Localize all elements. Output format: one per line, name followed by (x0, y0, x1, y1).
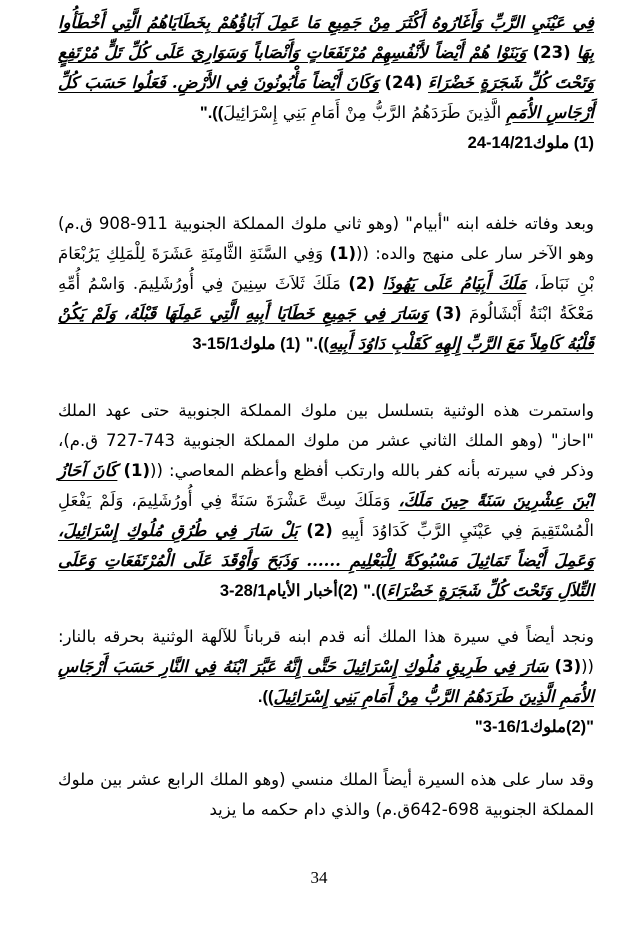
quoted-verse: وَكَانَ أَيْضاً مَأْبُونُونَ فِي الأَرْضِ. فَعَلُوا حَسَبَ كُلِّ أَرْجَاسِ الأُمَمِ (58, 73, 594, 122)
paragraph-5 (58, 765, 594, 825)
quoted-verse: سَارَ فِي طَرِيقِ مُلُوكِ إِسْرَائِيلَ حَتَّى إِنَّهُ عَبَّرَ ابْنَهُ فِي النَّارِ حَسَبَ أَرْجَاسِ الأُمَمِ الَّذِينَ طَرَدَهُمُ الرَّبُّ مِنْ أَمَامِ بَنِي إِسْرَائِيلَ (58, 657, 594, 706)
verse-number: (24) (384, 73, 423, 92)
quoted-verse: كَانَ آحَازُ ابْنَ عِشْرِينَ سَنَةً حِينَ مَلَكَ، (58, 461, 595, 510)
quoted-verse: مَلَكَ أَبِيَامُ عَلَى يَهُوذَا (382, 274, 527, 293)
body-text: ونجد أيضاً في سيرة هذا الملك أنه قدم ابنه قرباناً للآلهة الوثنية بحرقه بالنار: (( (58, 627, 594, 676)
verse-number: (2) (306, 521, 333, 540)
verse-number: (1) (329, 244, 357, 263)
quote-closing: ))." (305, 335, 329, 353)
body-text: وقد سار على هذه السيرة أيضاً الملك منسي (وهو الملك الرابع عشر بين ملوك المملكة الجنوبية 698-642ق.م) والذي دام حكمه ما يزيد (58, 770, 594, 819)
quote-closing: )). (257, 688, 274, 706)
verse-number: (3) (435, 304, 462, 323)
quote-closing: ))." (363, 582, 387, 600)
footnote-reference: (1) ملوك15/1-3 (192, 335, 301, 353)
quoted-verse: بَلْ سَارَ فِي طُرُقِ مُلُوكِ إِسْرَائِيلَ، وَعَمِلَ أَيْضاً تَمَاثِيلَ مَسْبُوكَةً لِلْبَعْلِيمِ ...... وَذَبَحَ وَأَوْقَدَ عَلَى الْمُرْتَفَعَاتِ وَعَلَى التِّلاَلِ وَتَحْتَ كُلِّ شَجَرَةٍ خَضْرَاءَ (58, 521, 594, 600)
quote-closing: ))." (199, 104, 224, 122)
quoted-verse: فِي عَيْنَيِ الرَّبِّ وَأَغَارُوهُ أَكْثَرَ مِنْ جَمِيعِ مَا عَمِلَ آبَاؤُهُمْ بِخَطَايَاهُمُ الَّتِي أَخْطَأُوا بِهَا (58, 13, 595, 62)
paragraph-4 (58, 622, 594, 742)
quoted-verse: وَسَارَ فِي جَمِيعِ خَطَايَا أَبِيهِ الَّتِي عَمِلَهَا قَبْلَهُ، وَلَمْ يَكُنْ قَلْبُهُ كَامِلاً مَعَ الرَّبِّ إِلهِهِ كَقَلْبِ دَاوُدَ أَبِيهِ (58, 304, 594, 353)
verse-number: (3) (554, 657, 582, 676)
quoted-verse: وَبَنَوْا هُمْ أَيْضاً لأَنْفُسِهِمْ مُرْتَفَعَاتٍ وَأَنْصَاباً وَسَوَارِيَ عَلَى كُلِّ تَلٍّ مُرْتَفِعٍ وَتَحْتَ كُلِّ شَجَرَةٍ خَضْرَاءَ (58, 43, 594, 92)
quoted-verse-plain: وَمَلَكَ سِتَّ عَشْرَةَ سَنَةً فِي أُورُشَلِيمَ، وَلَمْ يَفْعَلِ الْمُسْتَقِيمَ فِي عَيْنَيِ الرَّبِّ كَدَاوُدَ أَبِيهِ (58, 491, 594, 540)
verse-number: (2) (348, 274, 375, 293)
footnote-reference: (2)أخبار الأيام28/1-3 (219, 582, 358, 600)
quoted-verse-plain: وَفِي السَّنَةِ الثَّامِنَةِ عَشَرَةَ لِلْمَلِكِ يَرُبْعَامَ بْنِ نَبَاطَ، (58, 244, 594, 293)
body-text: وبعد وفاته خلفه ابنه "أبيام" (وهو ثاني ملوك المملكة الجنوبية 911-908 ق.م) وهو الآخر سار على منهج والده: (( (58, 214, 594, 263)
quoted-verse-plain: الَّذِينَ طَرَدَهُمُ الرَّبُّ مِنْ أَمَامِ بَنِي إِسْرَائِيلَ (223, 103, 502, 122)
verse-number: (1) (123, 461, 151, 480)
paragraph-1 (58, 8, 594, 158)
verse-number: (23) (532, 43, 571, 62)
quoted-verse-plain: مَلَكَ ثَلاَثَ سِنِينَ فِي أُورُشَلِيمَ. وَاسْمُ أُمِّهِ مَعْكَةُ ابْنَةُ أَبْشَالُومَ (58, 274, 594, 323)
paragraph-2 (58, 209, 594, 359)
paragraph-3 (58, 396, 594, 606)
footnote-reference: (1) ملوك14/21-24 (467, 134, 594, 152)
page-number: 34 (310, 868, 328, 887)
body-text: واستمرت هذه الوثنية بتسلسل بين ملوك المملكة الجنوبية حتى عهد الملك "احاز" (وهو الملك الثاني عشر من ملوك المملكة الجنوبية 743-727 ق.م)، وذكر في سيرته بأنه كفر بالله وارتكب أفظع وأعظم المعاصي: (( (58, 401, 594, 480)
footnote-reference: "(2)ملوك16/1-3" (474, 718, 594, 736)
